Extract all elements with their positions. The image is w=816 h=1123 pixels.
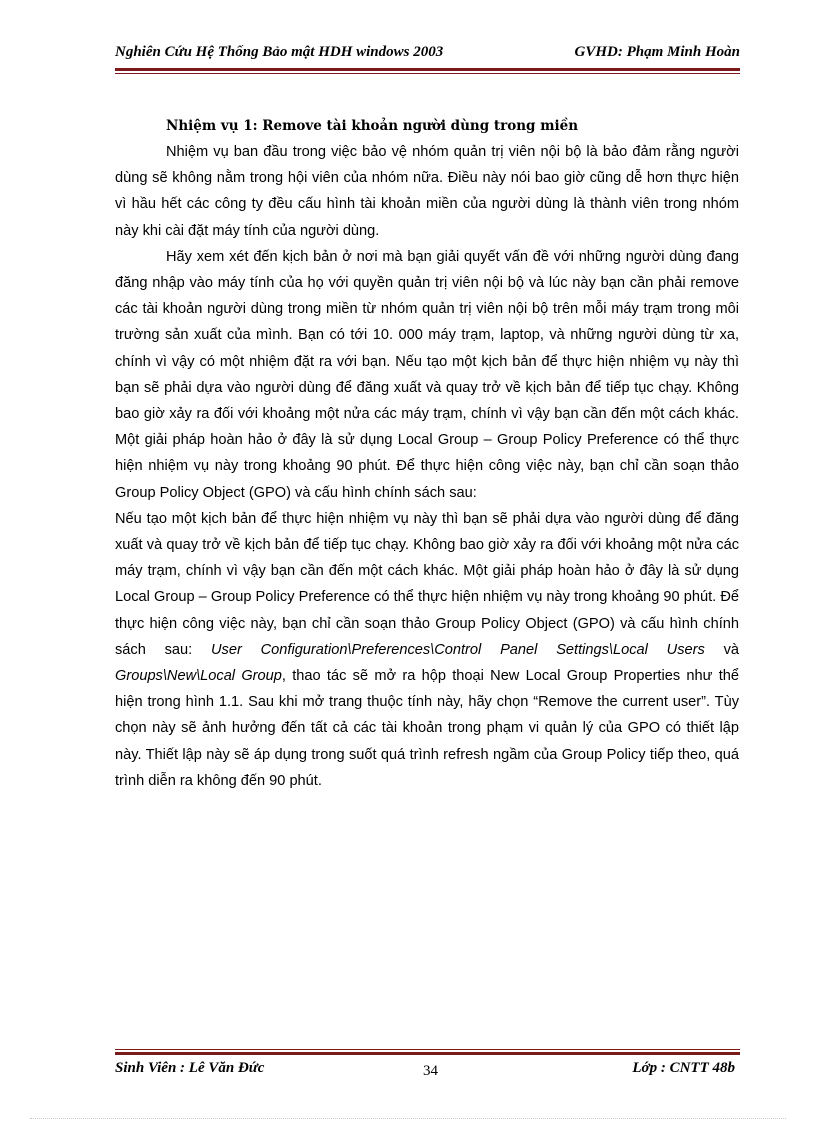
paragraph-3-italic-path-1: User Configuration\Preferences\Control Panel Settings\Local Users xyxy=(211,641,705,658)
header-advisor: GVHD: Phạm Minh Hoàn xyxy=(574,44,740,60)
page-header xyxy=(115,44,740,66)
page-number: 34 xyxy=(423,1063,438,1079)
paragraph-3-text-before: Nếu tạo một kịch bản để thực hiện nhiệm vụ này thì bạn sẽ phải dựa vào người dùng để đăng xuất và quay trở về kịch bản để tiếp tục chạy. Không bao giờ xảy ra đối với khoảng một nửa các máy trạm, chính vì vậy bạn cần đến một cách khác. Một giải pháp hoàn hảo ở đây là sử dụng Local Group – Group Policy Preference có thể thực hiện nhiệm vụ này trong khoảng 90 phút. Để thực hiện công việc này, bạn chỉ cần soạn thảo Group Policy Object (GPO) và cấu hình chính sách sau: xyxy=(115,510,739,658)
footer-class: Lớp : CNTT 48b xyxy=(632,1060,735,1076)
footer-student: Sinh Viên : Lê Văn Đức xyxy=(115,1060,265,1076)
footer-rule xyxy=(115,1049,740,1055)
paragraph-3 xyxy=(115,506,739,794)
header-title: Nghiên Cứu Hệ Thống Bảo mật HDH windows 2003 xyxy=(115,44,444,60)
paragraph-3-text-mid: và xyxy=(704,641,739,658)
page-body xyxy=(115,113,739,794)
page-bottom-divider xyxy=(30,1118,786,1119)
page-footer xyxy=(115,1060,740,1084)
paragraph-1: Nhiệm vụ ban đầu trong việc bảo vệ nhóm quản trị viên nội bộ là bảo đảm rằng người dùng sẽ không nằm trong hội viên của nhóm nữa. Điều này nói bao giờ cũng dễ hơn thực hiện vì hầu hết các công ty đều cấu hình tài khoản miền của người dùng là thành viên trong nhóm này khi cài đặt máy tính của người dùng. xyxy=(115,144,739,239)
header-rule xyxy=(115,68,740,74)
section-heading: Nhiệm vụ 1: Remove tài khoản người dùng trong miền xyxy=(166,118,579,134)
paragraph-2: Hãy xem xét đến kịch bản ở nơi mà bạn giải quyết vấn đề với những người dùng đang đăng nhập vào máy tính của họ với quyền quản trị viên nội bộ và lúc này bạn cần phải remove các tài khoản người dùng trong miền từ nhóm quản trị viên nội bộ trên mỗi máy trạm trong môi trường sản xuất của mình. Bạn có tới 10. 000 máy trạm, laptop, và những người dùng từ xa, chính vì vậy có một nhiệm đặt ra với bạn. Nếu tạo một kịch bản để thực hiện nhiệm vụ này thì bạn sẽ phải dựa vào người dùng để đăng xuất và quay trở về kịch bản để tiếp tục chạy. Không bao giờ xảy ra đối với khoảng một nửa các máy trạm, chính vì vậy bạn cần đến một cách khác. Một giải pháp hoàn hảo ở đây là sử dụng Local Group – Group Policy Preference có thể thực hiện nhiệm vụ này trong khoảng 90 phút. Để thực hiện công việc này, bạn chỉ cần soạn thảo Group Policy Object (GPO) và cấu hình chính sách sau: xyxy=(115,248,739,501)
paragraph-3-italic-path-2: Groups\New\Local Group xyxy=(115,668,282,685)
paragraph-3-text-after: , thao tác sẽ mở ra hộp thoại New Local Group Properties như thể hiện trong hình 1.1. Sau khi mở trang thuộc tính này, hãy chọn “Remove the current user”. Tùy chọn này sẽ ảnh hưởng đến tất cả các tài khoản trong phạm vi quản lý của GPO có thiết lập này. Thiết lập này sẽ áp dụng trong suốt quá trình refresh ngầm của Group Policy tiếp theo, quá trình diễn ra không đến 90 phút. xyxy=(115,668,739,789)
